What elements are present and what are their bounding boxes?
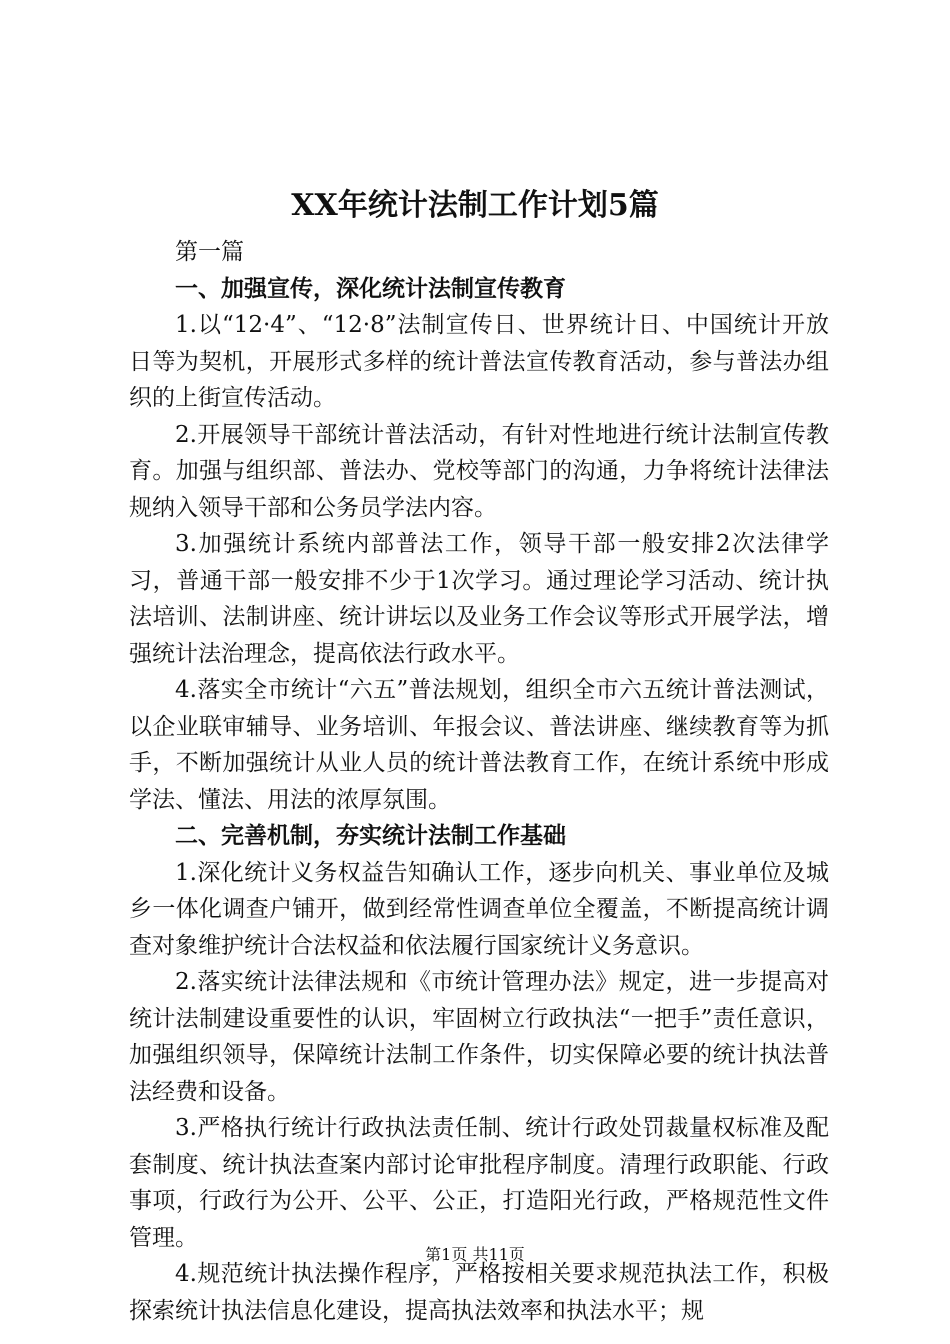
paragraph: 4.规范统计执法操作程序，严格按相关要求规范执法工作，积极探索统计执法信息化建设，提高执法效率和执法水平；规 <box>129 1261 829 1324</box>
section-heading-2: 二、完善机制，夯实统计法制工作基础 <box>175 822 566 849</box>
section-heading-1: 一、加强宣传，深化统计法制宣传教育 <box>175 274 566 302</box>
part-label: 第一篇 <box>175 239 244 265</box>
paragraph: 1.深化统计义务权益告知确认工作，逐步向机关、事业单位及城乡一体化调查户铺开，做到经常性调查单位全覆盖，不断提高统计调查对象维护统计合法权益和依法履行国家统计义务意识。 <box>129 859 829 959</box>
paragraph: 2.开展领导干部统计普法活动，有针对性地进行统计法制宣传教育。加强与组织部、普法办、党校等部门的沟通，力争将统计法律法规纳入领导干部和公务员学法内容。 <box>129 421 829 521</box>
paragraph: 3.加强统计系统内部普法工作，领导干部一般安排2次法律学习，普通干部一般安排不少于1次学习。通过理论学习活动、统计执法培训、法制讲座、统计讲坛以及业务工作会议等形式开展学法，增强统计法治理念，提高依法行政水平。 <box>129 531 829 667</box>
page-number-footer: 第1页 共11页 <box>425 1245 525 1264</box>
document-body <box>129 234 829 1329</box>
document-title: XX年统计法制工作计划5篇 <box>291 188 659 223</box>
paragraph: 4.落实全市统计“六五”普法规划，组织全市六五统计普法测试，以企业联审辅导、业务培训、年报会议、普法讲座、继续教育等为抓手，不断加强统计从业人员的统计普法教育工作，在统计系统中形成学法、懂法、用法的浓厚氛围。 <box>129 677 829 813</box>
paragraph: 1.以“12·4”、“12·8”法制宣传日、世界统计日、中国统计开放日等为契机，开展形式多样的统计普法宣传教育活动，参与普法办组织的上街宣传活动。 <box>129 312 829 411</box>
paragraph: 3.严格执行统计行政执法责任制、统计行政处罚裁量权标准及配套制度、统计执法查案内部讨论审批程序制度。清理行政职能、行政事项，行政行为公开、公平、公正，打造阳光行政，严格规范性文件管理。 <box>129 1115 829 1251</box>
paragraph: 2.落实统计法律法规和《市统计管理办法》规定，进一步提高对统计法制建设重要性的认识，牢固树立行政执法“一把手”责任意识，加强组织领导，保障统计法制工作条件，切实保障必要的统计执法普法经费和设备。 <box>129 969 829 1105</box>
